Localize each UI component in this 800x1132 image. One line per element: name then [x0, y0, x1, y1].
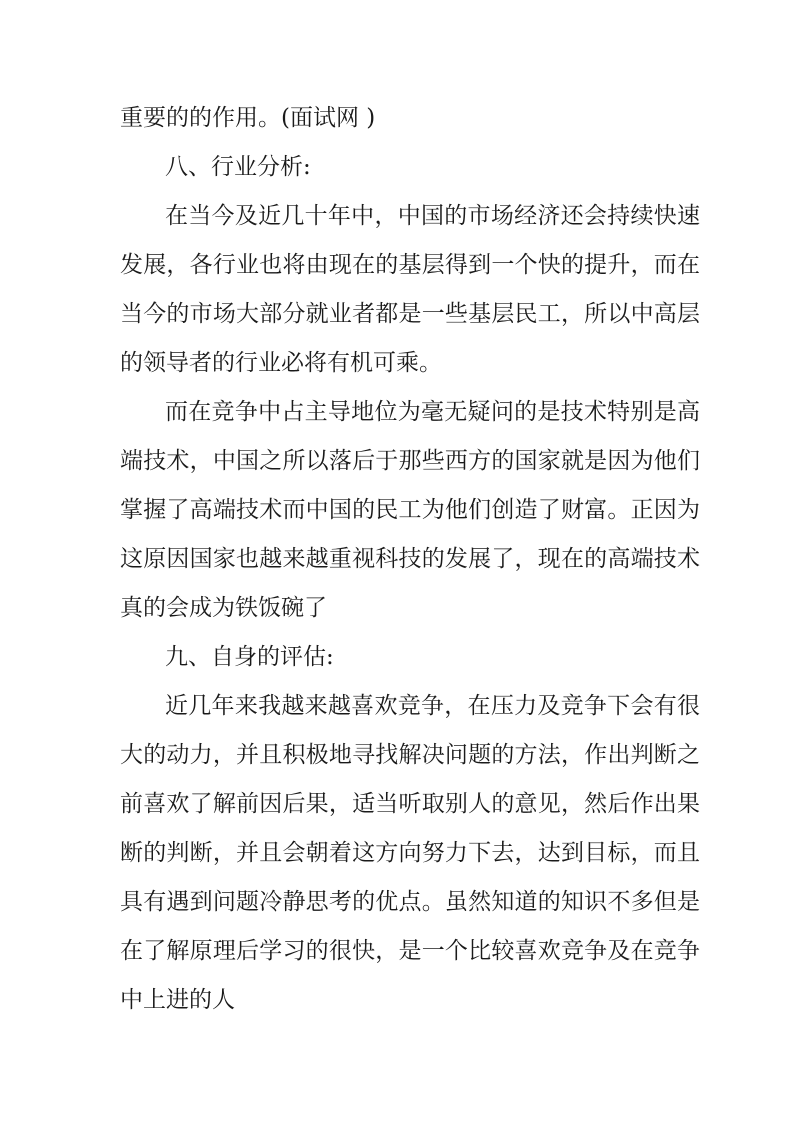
text-line: 大的动力，并且积极地寻找解决问题的方法，作出判断之: [120, 742, 700, 768]
text-line: 中上进的人: [120, 987, 235, 1013]
text-line: 端技术，中国之所以落后于那些西方的国家就是因为他们: [120, 448, 700, 474]
text-line: 真的会成为铁饭碗了: [120, 595, 327, 621]
text-line: 前喜欢了解前因后果，适当听取别人的意见，然后作出果: [120, 791, 700, 817]
text-line: 的领导者的行业必将有机可乘。: [120, 350, 442, 376]
text-line: 具有遇到问题冷静思考的优点。虽然知道的知识不多但是: [120, 889, 700, 915]
section-heading-self-assessment: 九、自身的评估:: [165, 644, 334, 670]
section-heading-industry-analysis: 八、行业分析:: [165, 154, 311, 180]
text-line: 当今的市场大部分就业者都是一些基层民工，所以中高层: [120, 301, 700, 327]
text-line: 近几年来我越来越喜欢竞争，在压力及竞争下会有很: [165, 693, 700, 719]
text-line: 重要的的作用。(面试网 ): [120, 105, 376, 131]
text-line: 在当今及近几十年中，中国的市场经济还会持续快速: [165, 203, 700, 229]
text-line: 掌握了高端技术而中国的民工为他们创造了财富。正因为: [120, 497, 700, 523]
text-line: 断的判断，并且会朝着这方向努力下去，达到目标，而且: [120, 840, 700, 866]
text-line: 在了解原理后学习的很快，是一个比较喜欢竞争及在竞争: [120, 938, 700, 964]
text-line: 而在竞争中占主导地位为毫无疑问的是技术特别是高: [165, 399, 700, 425]
text-line: 发展，各行业也将由现在的基层得到一个快的提升，而在: [120, 252, 700, 278]
text-line: 这原因国家也越来越重视科技的发展了，现在的高端技术: [120, 546, 700, 572]
